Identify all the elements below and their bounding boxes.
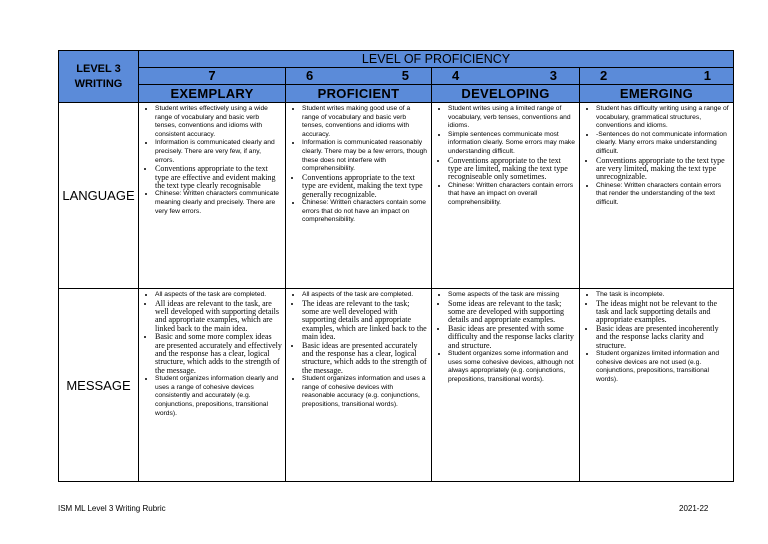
criteria-list [432, 289, 579, 386]
criterion-item: • Student organizes information and uses a range of cohesive devices with reasonable accuracy (e.g. conjunctions, prepositions, transitional words). [302, 375, 428, 409]
row-label-message: MESSAGE [59, 289, 139, 482]
message-exemplary-cell [139, 289, 286, 482]
criterion-item: • Student organizes information clearly and uses a range of cohesive devices consistently and accurately (e.g. conjunctions, prepositions, transitional words). [155, 375, 282, 418]
language-row [59, 103, 734, 289]
criterion-item: • Conventions appropriate to the text type are limited, making the text type recogniseable only sometimes. [448, 157, 576, 182]
criterion-item: • Information is communicated clearly and precisely. There are very few, if any, errors. [155, 139, 282, 165]
criteria-list [432, 103, 579, 210]
score-developing [432, 68, 580, 85]
criterion-item: • Some aspects of the task are missing [448, 291, 576, 300]
criterion-item: • Simple sentences communicate most information clearly. Some errors may make understanding difficult. [448, 131, 576, 157]
criterion-item: • Basic and some more complex ideas are presented accurately and effectively and the response has a clear, logical structure, which adds to the strength of the message. [155, 333, 282, 375]
message-developing-cell [432, 289, 580, 482]
criterion-item: • Conventions appropriate to the text type are effective and evident making the text type clearly recognisable [155, 165, 282, 190]
criterion-item: • All aspects of the task are completed. [155, 291, 282, 300]
criterion-item: • All ideas are relevant to the task, are well developed with supporting details and appropriate examples, which are linked back to the main idea. [155, 300, 282, 334]
level-proficient: PROFICIENT [286, 85, 432, 103]
criteria-list [139, 289, 285, 420]
scores-row [59, 68, 734, 85]
criteria-list [580, 103, 733, 210]
criterion-item: • Chinese: Written characters contain some errors that do not have an impact on comprehensibility. [302, 199, 428, 225]
level-emerging: EMERGING [580, 85, 734, 103]
criterion-item: • Student writes making good use of a range of vocabulary and basic verb tenses, conventions and idioms with accuracy. [302, 105, 428, 139]
header-title-row [59, 51, 734, 68]
criterion-item: • Basic ideas are presented with some difficulty and the response lacks clarity and structure. [448, 325, 576, 350]
levels-row [59, 85, 734, 103]
score-emerging-high: 2 [600, 68, 608, 83]
criterion-item: • Chinese: Written characters communicate meaning clearly and precisely. There are very few errors. [155, 190, 282, 216]
criteria-list [139, 103, 285, 218]
language-emerging-cell [580, 103, 734, 289]
criteria-list [580, 289, 733, 386]
criterion-item: • The ideas might not be relevant to the task and lack supporting details and appropriate examples. [596, 300, 730, 325]
criterion-item: • Chinese: Written characters contain errors that have an impact on overall comprehensibility. [448, 182, 576, 208]
criterion-item: • The ideas are relevant to the task; some are well developed with supporting details and appropriate examples, which are linked back to the main idea. [302, 300, 428, 342]
score-emerging-low: 1 [703, 68, 711, 83]
criterion-item: • Conventions appropriate to the text type are very limited, making the text type unrecognizable. [596, 157, 730, 182]
criterion-item: • Basic ideas are presented incoherently and the response lacks clarity and structure. [596, 325, 730, 350]
criterion-item: • Some ideas are relevant to the task; some are developed with supporting details and appropriate examples. [448, 300, 576, 325]
message-proficient-cell [286, 289, 432, 482]
criterion-item: • Student organizes some information and uses some cohesive devices, although not always appropriately (e.g. conjunctions, prepositions, transitional words). [448, 350, 576, 384]
message-row [59, 289, 734, 482]
score-exemplary: 7 [139, 68, 286, 85]
language-proficient-cell [286, 103, 432, 289]
criterion-item: • Student writes effectively using a wide range of vocabulary and basic verb tenses, conventions and idioms with consistent accuracy. [155, 105, 282, 139]
level-developing: DEVELOPING [432, 85, 580, 103]
language-developing-cell [432, 103, 580, 289]
message-emerging-cell [580, 289, 734, 482]
criterion-item: • All aspects of the task are completed. [302, 291, 428, 300]
footer-title: ISM ML Level 3 Writing Rubric [58, 504, 166, 513]
criterion-item: • Information is communicated reasonably clearly. There may be a few errors, though these does not interfere with comprehensibility. [302, 139, 428, 173]
level-exemplary: EXEMPLARY [139, 85, 286, 103]
criterion-item: • Student organizes limited information and cohesive devices are not used (e.g. conjunctions, prepositions, transitional words). [596, 350, 730, 384]
score-developing-high: 4 [452, 68, 460, 83]
criteria-list [286, 103, 431, 227]
criterion-item: • Student has difficulty writing using a range of vocabulary, grammatical structures, conventions and idioms. [596, 105, 730, 131]
score-developing-low: 3 [549, 68, 557, 83]
criterion-item: • The task is incomplete. [596, 291, 730, 300]
criterion-item: • Chinese: Written characters contain errors that render the understanding of the text difficult. [596, 182, 730, 208]
score-emerging [580, 68, 734, 85]
criterion-item: • -Sentences do not communicate information clearly. Many errors make understanding difficult. [596, 131, 730, 157]
score-proficient-low: 5 [401, 68, 409, 83]
score-proficient-high: 6 [306, 68, 314, 83]
corner-cell [59, 51, 139, 103]
criterion-item: • Conventions appropriate to the text type are evident, making the text type generally recognizable. [302, 174, 428, 199]
corner-label: LEVEL 3 WRITING [74, 62, 123, 90]
footer-year: 2021-22 [679, 504, 709, 513]
writing-rubric-table [58, 50, 734, 482]
criterion-item: • Basic ideas are presented accurately and the response has a clear, logical structure, which adds to the strength of the message. [302, 342, 428, 376]
score-proficient [286, 68, 432, 85]
row-label-language: LANGUAGE [59, 103, 139, 289]
language-exemplary-cell [139, 103, 286, 289]
criterion-item: • Student writes using a limited range of vocabulary, verb tenses, conventions and idioms. [448, 105, 576, 131]
criteria-list [286, 289, 431, 412]
proficiency-header: LEVEL OF PROFICIENCY [139, 51, 734, 68]
